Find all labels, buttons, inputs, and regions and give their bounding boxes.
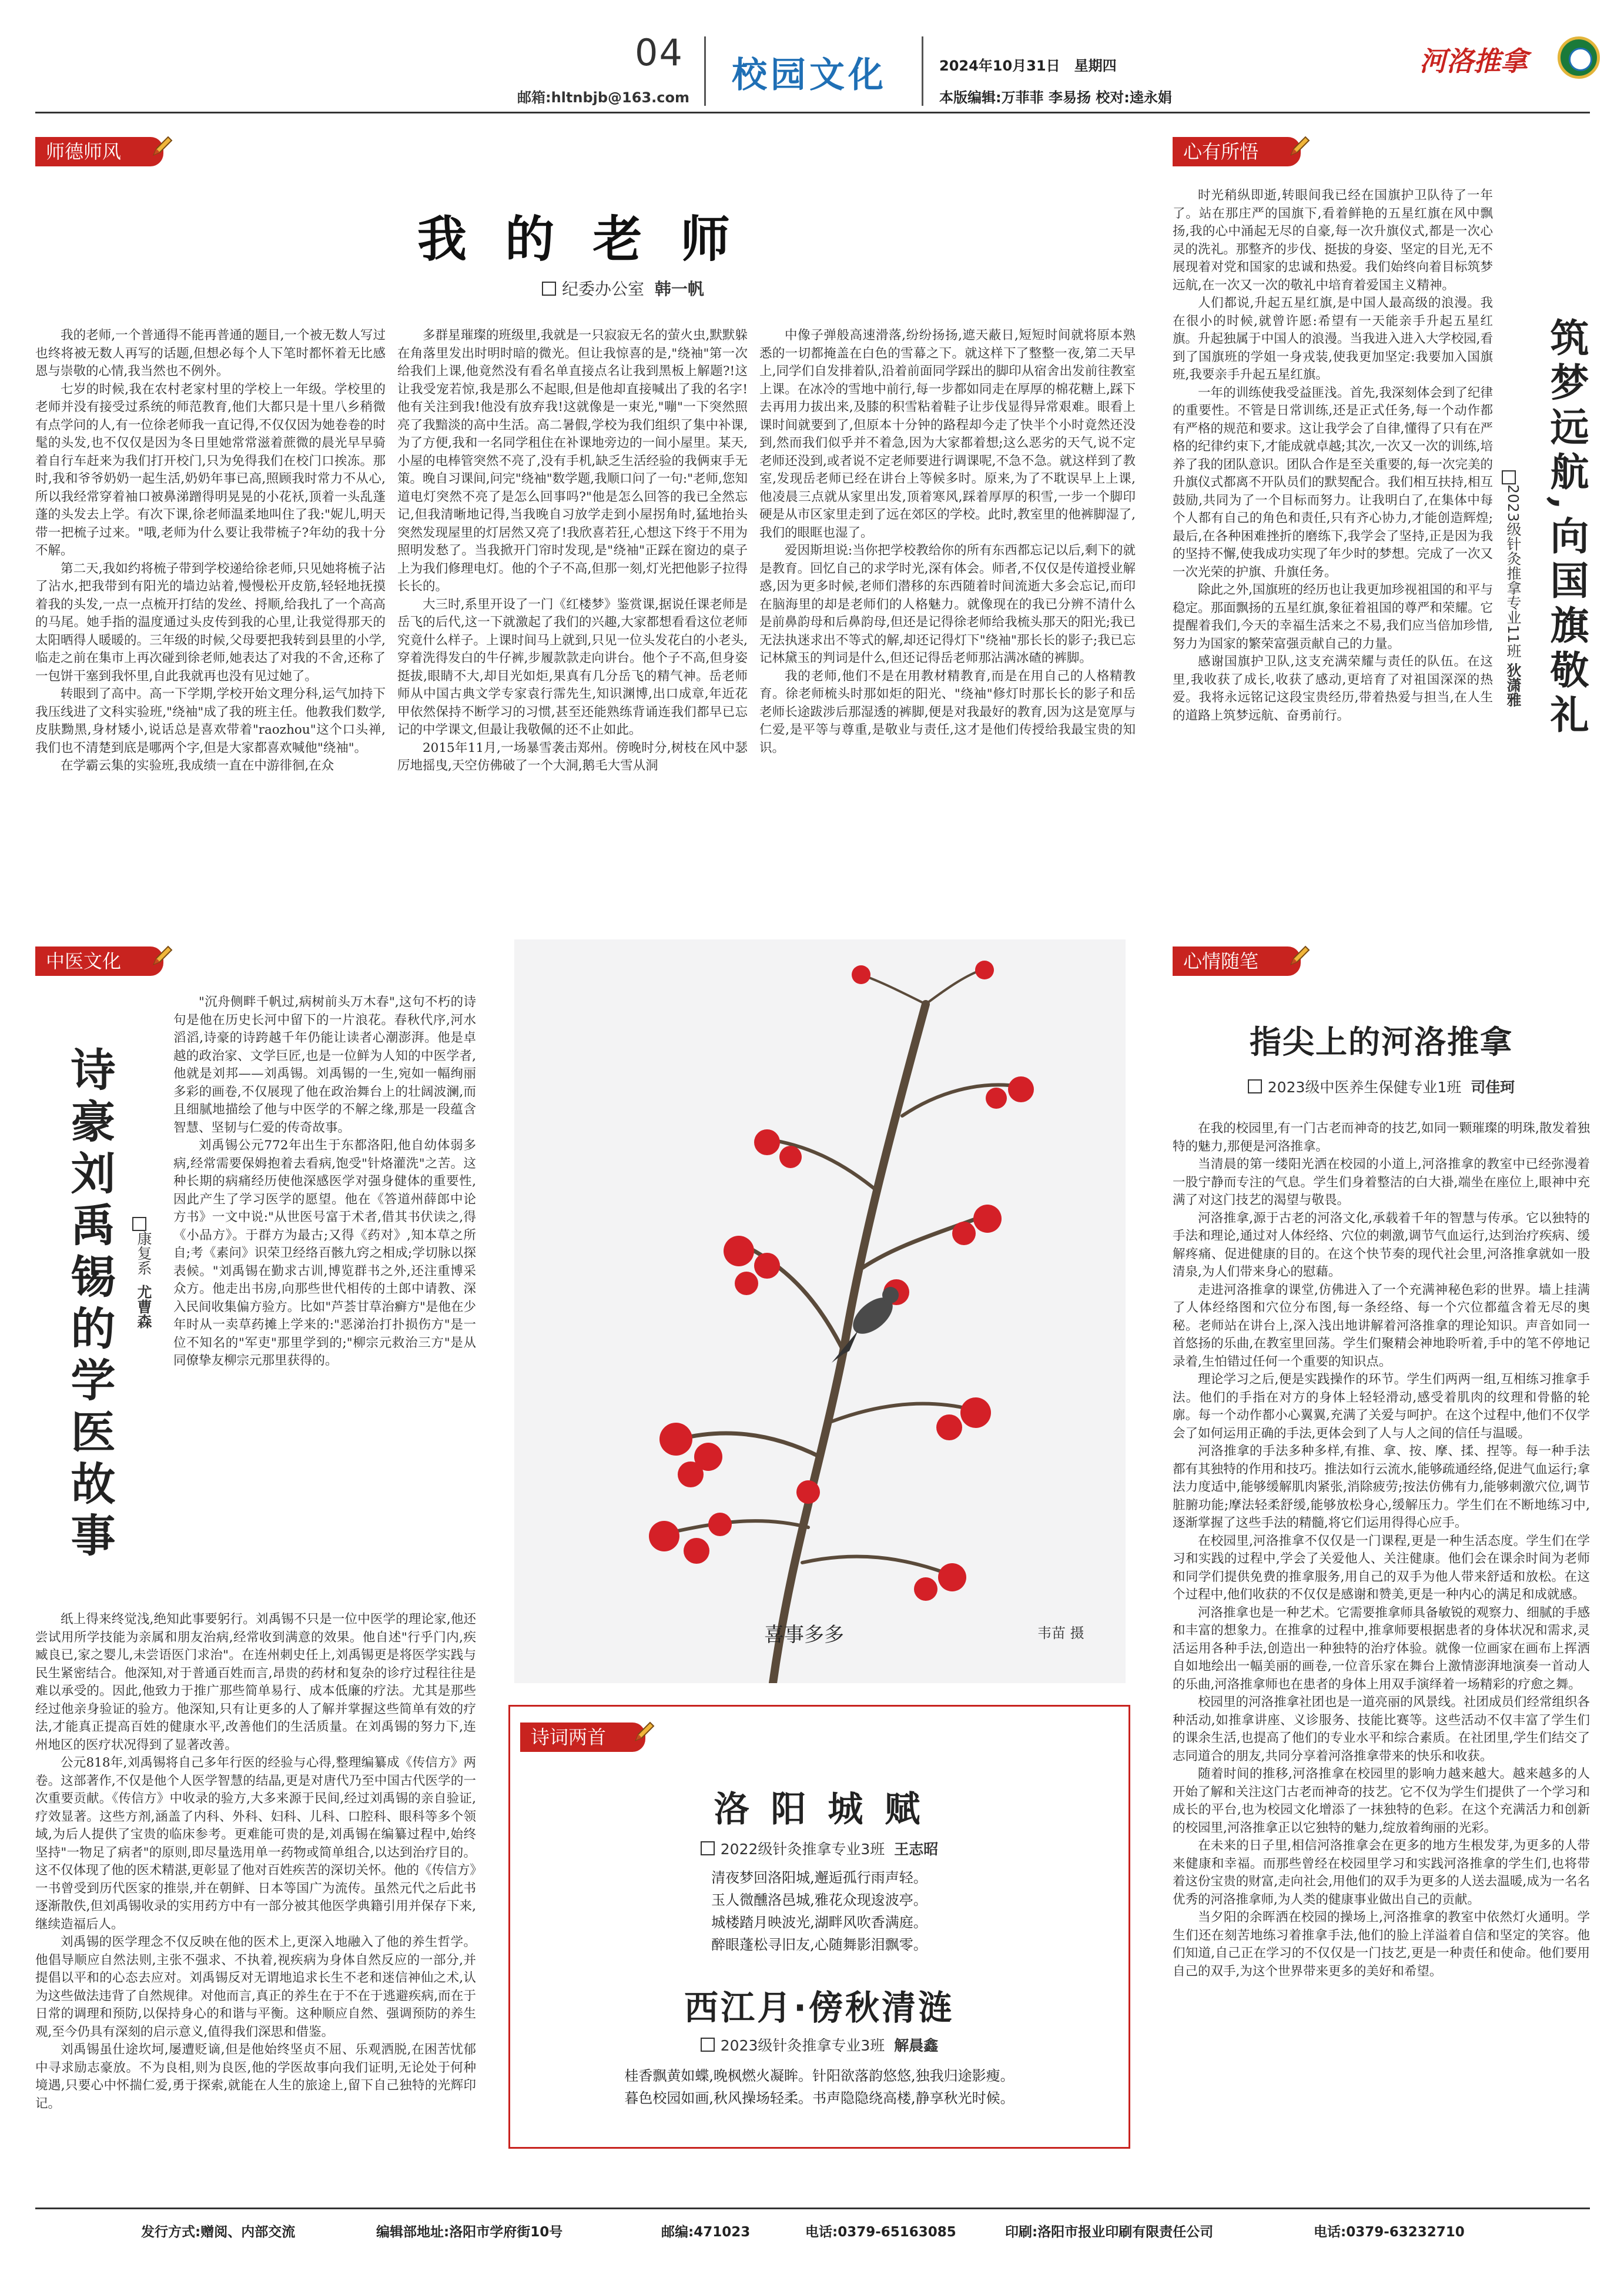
section-title: 校园文化 (732, 55, 887, 96)
paragraph: 纸上得来终觉浅,绝知此事要躬行。刘禹锡不只是一位中医学的理论家,他还尝试用所学技能为亲属和朋友治病,经常收到满意的效果。他自述"行乎门内,疾臧良已,家之婴儿,未尝语医门求治"。在连州刺史任上,刘禹锡更是将医学实践与民生紧密结合。他深知,对于普通百姓而言,昂贵的药材和复杂的诊疗过程往往是难以承受的。因此,他致力于推广那些简单易行、成本低廉的疗法。尤其是那些经过他亲身验证的验方。他深知,只有让更多的人了解并掌握这些简单有效的疗法,才能真正提高百姓的健康水平,改善他们的生活质量。在刘禹锡的努力下,连州地区的医疗状况得到了显著改善。 (35, 1612, 476, 1752)
tag-shici-liang-shou (520, 1723, 645, 1752)
tag-label: 心情随笔 (1183, 950, 1259, 972)
paragraph: 刘禹锡公元772年出生于东都洛阳,他自幼体弱多病,经常需要保姆抱着去看病,饱受"针烙灌洗"之苦。这种长期的病痛经历使他深感医学对强身健体的重要性,因此产生了学习医学的愿望。他在《答道州薛郎中论方书》一文中说:"从世医号富于术者,借其书伏读之,得《小品方》。于群方为最古;又得《药对》,知本草之所自;考《素问》识荣卫经络百骸九窍之相成;学切脉以探表候。"刘禹锡在勤求古训,博览群书之外,还注重博采众方。他走出书房,向那些世代相传的土郎中请教、深入民间收集偏方验方。比如"芦荟甘草治癣方"是他在少年时从一卖草药摊上学来的:"恶涕治打扑损伤方"是一位不知名的"军吏"那里学到的;"柳宗元救治三方"是从同僚挚友柳宗元那里获得的。 (173, 1138, 476, 1368)
byline-box-icon (132, 1217, 146, 1231)
poem1-title: 洛 阳 城 赋 (714, 1789, 925, 1830)
pencil-icon (631, 1719, 657, 1745)
paragraph: 公元818年,刘禹锡将自己多年行医的经验与心得,整理编纂成《传信方》两卷。这部著作,不仅是他个人医学智慧的结晶,更是对唐代乃至中国古代医学的一次重要贡献。《传信方》中收录的验方,大多来源于民间,经过刘禹锡的亲自验证,疗效显著。这些方剂,涵盖了内科、外科、妇科、儿科、口腔科、眼科等多个领域,为后人提供了宝贵的临床参考。更难能可贵的是,刘禹锡在编纂过程中,始终坚持"一物足了病者"的原则,即尽量选用单一药物或简单组合,以达到治疗目的。这不仅体现了他的医术精湛,更彰显了他对百姓疾苦的深切关怀。他的《传信方》一书曾受到历代医家的推崇,并在朝鲜、日本等国广为流传。虽然元代之后此书逐渐散佚,但刘禹锡收录的实用药方中有一部分被其他医学典籍引用并保存下来,继续造福后人。 (35, 1755, 476, 1932)
byline-box-icon (701, 2038, 715, 2052)
footer-printer: 印刷:洛阳市报业印刷有限责任公司 (1005, 2225, 1214, 2240)
photo-credit: 韦苗 摄 (1037, 1625, 1084, 1641)
article3-byline: 康复系 尤曹森 (132, 1217, 154, 1329)
paragraph: 校园里的河洛推拿社团也是一道亮丽的风景线。社团成员们经常组织各种活动,如推拿讲座、义诊服务、技能比赛等。这些活动不仅丰富了学生们的课余生活,也提高了他们的专业水平和综合素质。在社团里,学生们结交了志同道合的朋友,共同分享着河洛推拿带来的快乐和收获。 (1173, 1695, 1590, 1764)
paragraph: 我的老师,他们不是在用教材精教育,而是在用自己的人格精教育。徐老师梳头时那如炬的阳光、"绕袖"修灯时那长长的影子和岳老师长途跋涉后那湿透的裤脚,便是对我最好的教育,因为这是宽厚与仁爱,是平等与尊重,是敬业与责任,这才是他们传授给我最宝贵的知识。 (759, 668, 1136, 755)
paragraph: 在学霸云集的实验班,我成绩一直在中游徘徊,在众 (61, 758, 334, 773)
paragraph: 走进河洛推拿的课堂,仿佛进入了一个充满神秘色彩的世界。墙上挂满了人体经络图和穴位分布图,每一条经络、每一个穴位都蕴含着无尽的奥秘。老师站在讲台上,深入浅出地讲解着河洛推拿的理论知识。声音如同一首悠扬的乐曲,在教室里回荡。学生们聚精会神地聆听着,手中的笔不停地记录着,生怕错过任何一个重要的知识点。 (1173, 1282, 1590, 1369)
paragraph: 除此之外,国旗班的经历也让我更加珍视祖国的和平与稳定。那面飘扬的五星红旗,象征着祖国的尊严和荣耀。它提醒着我们,今天的幸福生活来之不易,我们应当倍加珍惜,努力为国家的繁荣富强贡献自己的力量。 (1173, 583, 1493, 651)
poem-line: 暮色校园如画,秋风操场轻柔。书声隐隐绕高楼,静享秋光时候。 (624, 2090, 1014, 2106)
article1-col1 (35, 327, 386, 775)
article2-byline: 2023级针灸推拿专业11班 狄潇雅 (1502, 470, 1523, 707)
paragraph: 爱因斯坦说:当你把学校教给你的所有东西都忘记以后,剩下的就是教育。回忆自己的求学时光,深有体会。师者,不仅仅是传道授业解惑,因为更多时候,老师们潜移的东西随着时间流逝大多会忘记,而印在脑海里的却是老师们的人格魅力。就像现在的我已分辨不清什么是前鼻韵母和后鼻韵母,但还是记得徐老师给我梳头那天的阳光;我已无法执迷求出不等式的解,却还记得灯下"绕袖"那长长的影子;我已忘记林黛玉的判词是什么,但还记得岳老师那沾满冰碴的裤脚。 (759, 543, 1136, 665)
header-divider-2 (922, 36, 923, 106)
paragraph: 当清晨的第一缕阳光洒在校园的小道上,河洛推拿的教室中已经弥漫着一股宁静而专注的气息。学生们身着整洁的白大褂,端坐在座位上,眼神中充满了对这门技艺的渴望与敬畏。 (1173, 1157, 1590, 1208)
paragraph: 在校园里,河洛推拿不仅仅是一门课程,更是一种生活态度。学生们在学习和实践的过程中,学会了关爱他人、关注健康。他们会在课余时间为老师和同学们提供免费的推拿服务,用自己的双手为他人带来舒适和放松。在这个过程中,他们收获的不仅仅是感谢和赞美,更是一种内心的满足和成就感。 (1173, 1533, 1590, 1602)
paragraph: 中像子弹般高速滑落,纷纷扬扬,遮天蔽日,短短时间就将原本熟悉的一切都掩盖在白色的雪幕之下。就这样下了整整一夜,第二天早上,同学们自发排着队,沿着前面同学踩出的脚印从宿舍出发前往教室上课。在冰冷的雪地中前行,每一步都如同走在厚厚的棉花糖上,踩下去再用力拔出来,及膝的积雪粘着鞋子让步伐显得异常艰难。眼看上课时间就要到了,但原本十分钟的路程却今走了快半个小时竟然还没到,然而我们似乎并不着急,因为大家都着想;这么恶劣的天气,说不定老师还没到,或者说不定老师要进行调课呢,不急不急。就这样到了教室,发现岳老师已经在讲台上等候多时。原来,为了不耽误早上上课,他凌晨三点就从家里出发,顶着寒风,踩着厚厚的积雪,一步一个脚印硬是从市区家里走到了远在郊区的学校。此时,教室里的他裤脚湿了,我们的眼眶也湿了。 (759, 328, 1136, 540)
article3-body (35, 1611, 476, 2113)
paragraph: 时光稍纵即逝,转眼间我已经在国旗护卫队待了一年了。站在那庄严的国旗下,看着鲜艳的五星红旗在风中飘扬,我的心中涌起无尽的自豪,每一次升旗仪式,都是一次心灵的洗礼。那整齐的步伐、挺拔的身姿、坚定的目光,无不展现着对党和国家的忠诚和热爱。我们始终向着目标筑梦远航,在一次又一次的敬礼中培育着爱国主义精神。 (1173, 188, 1493, 293)
paragraph: 多群星璀璨的班级里,我就是一只寂寂无名的萤火虫,默默躲在角落里发出时明时暗的微光。但让我惊喜的是,"绕袖"第一次给我们上课,他竟然没有看名单直接点名让我到黑板上解题?!这让我受宠若惊,我是那么不起眼,但是他却直接喊出了我的名字!他有关注到我!他没有放弃我!这就像是一束光,"嘣"一下突然照亮了我黯淡的高中生活。高二暑假,学校为我们组织了集中补课,为了方便,我和一名同学租住在补课地旁边的一间小屋里。某天,小屋的电棒管突然不亮了,没有手机,缺乏生活经验的我俩束手无策。晚自习课间,问完"绕袖"数学题,我顺口问了一句:"老师,您知道电灯突然不亮了是怎么回事吗?"他是怎么回答的我已全然忘记,但我清晰地记得,当我晚自习放学走到小屋拐角时,猛地抬头突然发现屋里的灯居然又亮了!我欣喜若狂,心想这下终于不用为照明发愁了。当我掀开门帘时发现,是"绕袖"正踩在窗边的桌子上为我们修理电灯。他的个子不高,但那一刻,灯光把他影子拉得长长的。 (397, 328, 748, 594)
paragraph: 随着时间的推移,河洛推拿在校园里的影响力越来越大。越来越多的人开始了解和关注这门古老而神奇的技艺。它不仅为学生们提供了一个学习和成长的平台,也为校园文化增添了一抹独特的色彩。在这个充满活力和创新的校园里,河洛推拿正以它独特的魅力,绽放着绚丽的光彩。 (1173, 1767, 1590, 1835)
paragraph: 河洛推拿的手法多种多样,有推、拿、按、摩、揉、捏等。每一种手法都有其独特的作用和技巧。推法如行云流水,能够疏通经络,促进气血运行;拿法力度适中,能够缓解肌肉紧张,消除疲劳;按法仿佛有力,能够刺激穴位,调节脏腑功能;摩法轻柔舒缓,能够放松身心,缓解压力。学生们在不断地练习中,逐渐掌握了这些手法的精髓,将它们运用得得心应手。 (1173, 1444, 1590, 1530)
poem2-title: 西江月·傍秋清涟 (684, 1988, 955, 2028)
tag-zhongyi-wenhua (35, 946, 163, 976)
tag-label: 中医文化 (46, 950, 122, 972)
tag-shide-shifeng (35, 137, 163, 166)
footer-distribution: 发行方式:赠阅、内部交流 (141, 2225, 296, 2240)
article3-title: 诗豪刘禹锡的学医故事 (63, 1046, 116, 1564)
tag-label: 诗词两首 (531, 1726, 607, 1748)
pencil-icon (149, 943, 175, 969)
poem1-byline: 2022级针灸推拿专业3班 王志昭 (508, 1838, 1130, 1859)
paragraph: "沉舟侧畔千帆过,病树前头万木春",这句不朽的诗句是他在历史长河中留下的一片浪花。春秋代序,河水滔滔,诗豪的诗跨越千年仍能让读者心潮澎湃。他是卓越的政治家、文学巨匠,也是一位鲜为人知的中医学者,他就是刘邦——刘禹锡。刘禹锡的一生,宛如一幅绚丽多彩的画卷,不仅展现了他在政治舞台上的壮阔波澜,而且细腻地描绘了他与中医学的不解之缘,那是一段蕴含智慧、坚韧与仁爱的传奇故事。 (173, 995, 476, 1135)
paragraph: 七岁的时候,我在农村老家村里的学校上一年级。学校里的老师并没有接受过系统的师范教育,他们大都只是十里八乡稍微有点学问的人,有一位徐老师我一直记得,不仅仅因为她卷卷的时髦的头发,也不仅仅是因为冬日里她常常滋着蔗微的晨光早早骑着自行车赶来为我们打开校门,只为免得我们在校门口挨冻。那时,我和爷爷奶奶一起生活,奶奶年事已高,照顾我时常力不从心,所以我经常穿着袖口被鼻涕蹭得明晃晃的小花袄,顶着一头乱蓬蓬的头发去上学。有次下课,徐老师温柔地叫住了我:"妮儿,明天带一把梳子过来。"哦,老师为什么要让我带梳子?年幼的我十分不解。 (35, 382, 386, 558)
footer-rule (35, 2208, 1590, 2209)
article3-intro (173, 994, 476, 1370)
paragraph: 当夕阳的余晖洒在校园的操场上,河洛推拿的教室中依然灯火通明。学生们还在刻苦地练习着推拿手法,他们的脸上洋溢着自信和坚定的笑容。他们知道,自己正在学习的不仅仅是一门技艺,更是一种责任和使命。他们要用自己的双手,为这个世界带来更多的美好和希望。 (1173, 1910, 1590, 1979)
byline-box-icon (1502, 470, 1516, 484)
footer-address: 编辑部地址:洛阳市学府街10号 (376, 2225, 563, 2240)
article1-title: 我 的 老 师 (417, 210, 741, 268)
school-emblem-icon (1558, 36, 1600, 79)
poem-line: 清夜梦回洛阳城,邂逅孤行雨声轻。 (711, 1869, 927, 1886)
issue-date: 2024年10月31日 星期四 (939, 58, 1117, 74)
tag-label: 心有所悟 (1183, 141, 1259, 163)
byline-box-icon (1248, 1079, 1262, 1093)
header-rule (35, 112, 1590, 113)
paragraph: 刘禹锡虽仕途坎坷,屡遭贬谪,但是他始终坚贞不屈、乐观洒脱,在困苦忧郁中寻求励志豪放。不为良相,则为良医,他的学医故事向我们证明,无论处于何种境遇,只要心中怀揣仁爱,勇于探索,就能在人生的旅途上,留下自己独特的光辉印记。 (35, 2042, 476, 2111)
byline-box-icon (701, 1841, 715, 1855)
paragraph: 刘禹锡的医学理念不仅反映在他的医术上,更深入地融入了他的养生哲学。他倡导顺应自然法则,主张不强求、不执着,视疾病为身体自然反应的一部分,并提倡以平和的心态去应对。刘禹锡反对无谓地追求长生不老和迷信神仙之术,认为这些做法违背了自然规律。对他而言,真正的养生在于不在于逃避疾病,而在于日常的调理和预防,以保持身心的和谐与平衡。这种顺应自然、强调预防的养生观,至今仍具有深刻的启示意义,值得我们深思和借鉴。 (35, 1935, 476, 2039)
page-number: 04 (635, 31, 684, 74)
paragraph: 河洛推拿,源于古老的河洛文化,承载着千年的智慧与传承。它以独特的手法和理论,通过对人体经络、穴位的刺激,调节气血运行,达到治疗疾病、缓解疼痛、促进健康的目的。在这个快节奏的现代社会里,河洛推拿就如一股清泉,为人们带来身心的慰藉。 (1173, 1210, 1590, 1279)
paragraph: 人们都说,升起五星红旗,是中国人最高级的浪漫。我在很小的时候,就曾许愿:希望有一天能亲手升起五星红旗。升起独属于中国人的浪漫。当我进入进入大学校园,看到了国旗班的学姐一身戎装,使我更加坚定:我要加入国旗班,我要亲手升起五星红旗。 (1173, 296, 1493, 382)
photo-caption: 喜事多多 (764, 1623, 844, 1647)
article4-text (1173, 1120, 1590, 1981)
tag-label: 师德师风 (46, 141, 122, 163)
persimmon-photo (514, 939, 1126, 1683)
poem-line: 桂香飘黄如蝶,晚枫燃火凝眸。针阳欲落韵悠悠,独我归途影瘦。 (624, 2068, 1014, 2084)
masthead-logo: 河洛推拿 (1419, 45, 1528, 77)
footer-phone-2: 电话:0379-63232710 (1314, 2225, 1465, 2240)
paragraph: 大三时,系里开设了一门《红楼梦》鉴赏课,据说任课老师是岳飞的后代,这一下就激起了我们的兴趣,大家都想看看这位老师究竟什么样子。上课时间马上就到,只见一位头发花白的小老头,穿着洗得发白的牛仔裤,步履款款走向讲台。他个子不高,但身姿挺拔,眼睛不大,却目光如炬,果真有几分岳飞的精气神。岳老师师从中国古典文学专家袁行霈先生,知识渊博,出口成章,年近花甲依然保持不断学习的习惯,甚至还能熟练背诵连我们都早已忘记的中学课文,但最让我敬佩的还不止如此。 (397, 597, 748, 737)
article4-title: 指尖上的河洛推拿 (1250, 1024, 1513, 1061)
email: 邮箱:hltnbjb@163.com (517, 89, 689, 106)
paragraph: 在未来的日子里,相信河洛推拿会在更多的地方生根发芽,为更多的人带来健康和幸福。而那些曾经在校园里学习和实践河洛推拿的学生们,也将带着这份宝贵的财富,走向社会,用他们的双手为更多的人送去温暖,成为一名名优秀的河洛推拿师,为人类的健康事业做出自己的贡献。 (1173, 1838, 1590, 1907)
footer-zip: 邮编:471023 (661, 2225, 751, 2240)
editors: 本版编辑:万菲菲 李易扬 校对:逵永娟 (939, 89, 1172, 106)
poem1-body (508, 1867, 1130, 1956)
article4-byline: 2023级中医养生保健专业1班 司佳珂 (1173, 1076, 1590, 1097)
article1-col3 (759, 327, 1136, 757)
tag-xin-you-suo-wu (1173, 137, 1301, 166)
poem-line: 城楼踏月映波光,湖畔风吹香满庭。 (711, 1914, 927, 1931)
poem2-byline: 2023级针灸推拿专业3班 解晨鑫 (508, 2034, 1130, 2055)
byline-box-icon (542, 282, 556, 296)
paragraph: 理论学习之后,便是实践操作的环节。学生们两两一组,互相练习推拿手法。他们的手指在对方的身体上轻轻滑动,感受着肌肉的纹理和骨骼的轮廓。每一个动作都小心翼翼,充满了关爱与呵护。在这个过程中,他们不仅学会了如何运用正确的手法,更体会到了人与人之间的信任与温暖。 (1173, 1372, 1590, 1441)
poem-line: 玉人微醺洛邑城,雅花众现逡波亭。 (711, 1892, 927, 1908)
footer-phone-1: 电话:0379-65163085 (805, 2225, 956, 2240)
paragraph: 2015年11月,一场暴雪袭击郑州。傍晚时分,树枝在风中瑟厉地摇曳,天空仿佛破了一个大洞,鹅毛大雪从洞 (397, 740, 748, 773)
paragraph: 感谢国旗护卫队,这支充满荣耀与责任的队伍。在这里,我收获了成长,收获了感动,更培育了对祖国深深的热爱。我将永远铭记这段宝贵经历,带着热爱与担当,在人生的道路上筑梦远航、奋勇前行。 (1173, 654, 1493, 723)
paragraph: 在我的校园里,有一门古老而神奇的技艺,如同一颗璀璨的明珠,散发着独特的魅力,那便是河洛推拿。 (1173, 1121, 1590, 1154)
article2-text (1173, 187, 1493, 725)
paragraph: 我的老师,一个普通得不能再普通的题目,一个被无数人写过也终将被无数人再写的话题,但想必每个人下笔时都怀着无比感恩与崇敬的心情,我当然也不例外。 (35, 328, 386, 379)
article1-col2 (397, 327, 748, 775)
pencil-icon (149, 133, 175, 159)
paragraph: 河洛推拿也是一种艺术。它需要推拿师具备敏锐的观察力、细腻的手感和丰富的想象力。在推拿的过程中,推拿师要根据患者的身体状况和需求,灵活运用各种手法,创造出一种独特的治疗体验。就像一位画家在画布上挥洒自如地绘出一幅美丽的画卷,一位音乐家在舞台上激情澎湃地演奏一首动人的乐曲,河洛推拿师也在患者的身体上用双手演绎着一场精彩的疗愈之舞。 (1173, 1605, 1590, 1692)
poem-line: 醉眼蓬松寻旧友,心随舞影泪飘零。 (711, 1936, 927, 1953)
paragraph: 第二天,我如约将梳子带到学校递给徐老师,只见她将梳子沾了沾水,把我带到有阳光的墙边站着,慢慢松开皮筋,轻轻地抚摸着我的头发,一点一点梳开打结的发丝、捋顺,给我扎了一个高高的马尾。她手指的温度通过头皮传到我的心里,让我觉得那天的太阳晒得人暖暖的。三年级的时候,父母要把我转到县里的小学,临走之前在集市上再次碰到徐老师,她表达了对我的不舍,还称了一包饼干塞到我怀里,自此我就再也没有见过她了。 (35, 561, 386, 684)
pencil-icon (1287, 943, 1312, 969)
pencil-icon (1287, 133, 1312, 159)
paragraph: 一年的训练使我受益匪浅。首先,我深刻体会到了纪律的重要性。不管是日常训练,还是正式任务,每一个动作都有严格的规范和要求。这让我学会了自律,懂得了只有在严格的纪律约束下,才能成就卓越;其次,一次又一次的训练,培养了我的团队意识。团队合作是至关重要的,每一次完美的升旗仪式都离不开队员们的默契配合。我们相互扶持,相互鼓励,共同为了一个目标而努力。让我明白了,在集体中每个人都有自己的角色和责任,只有齐心协力,才能创造辉煌;最后,在各种困难挫折的磨练下,我学会了坚持,正是因为我的坚持不懈,使我成功实现了年少时的梦想。完成了一次又一次光荣的护旗、升旗任务。 (1173, 385, 1493, 580)
persimmon-branch-image (514, 939, 1126, 1683)
poem2-body (508, 2065, 1130, 2109)
article2-title: 筑梦远航,向国旗敬礼 (1543, 317, 1589, 739)
paragraph: 转眼到了高中。高一下学期,学校开始文理分科,运气加持下我压线进了文科实验班,"绕袖"成了我的班主任。他教我们数学,皮肤黝黑,身材矮小,说话总是喜欢带着"raozhou"这个口头禅,我们也不清楚到底是哪两个字,但是大家都喜欢喊他"绕袖"。 (35, 687, 386, 755)
header-divider (704, 36, 706, 106)
article1-byline: 纪委办公室 韩一帆 (542, 276, 704, 300)
tag-xinqing-suibi (1173, 946, 1301, 976)
